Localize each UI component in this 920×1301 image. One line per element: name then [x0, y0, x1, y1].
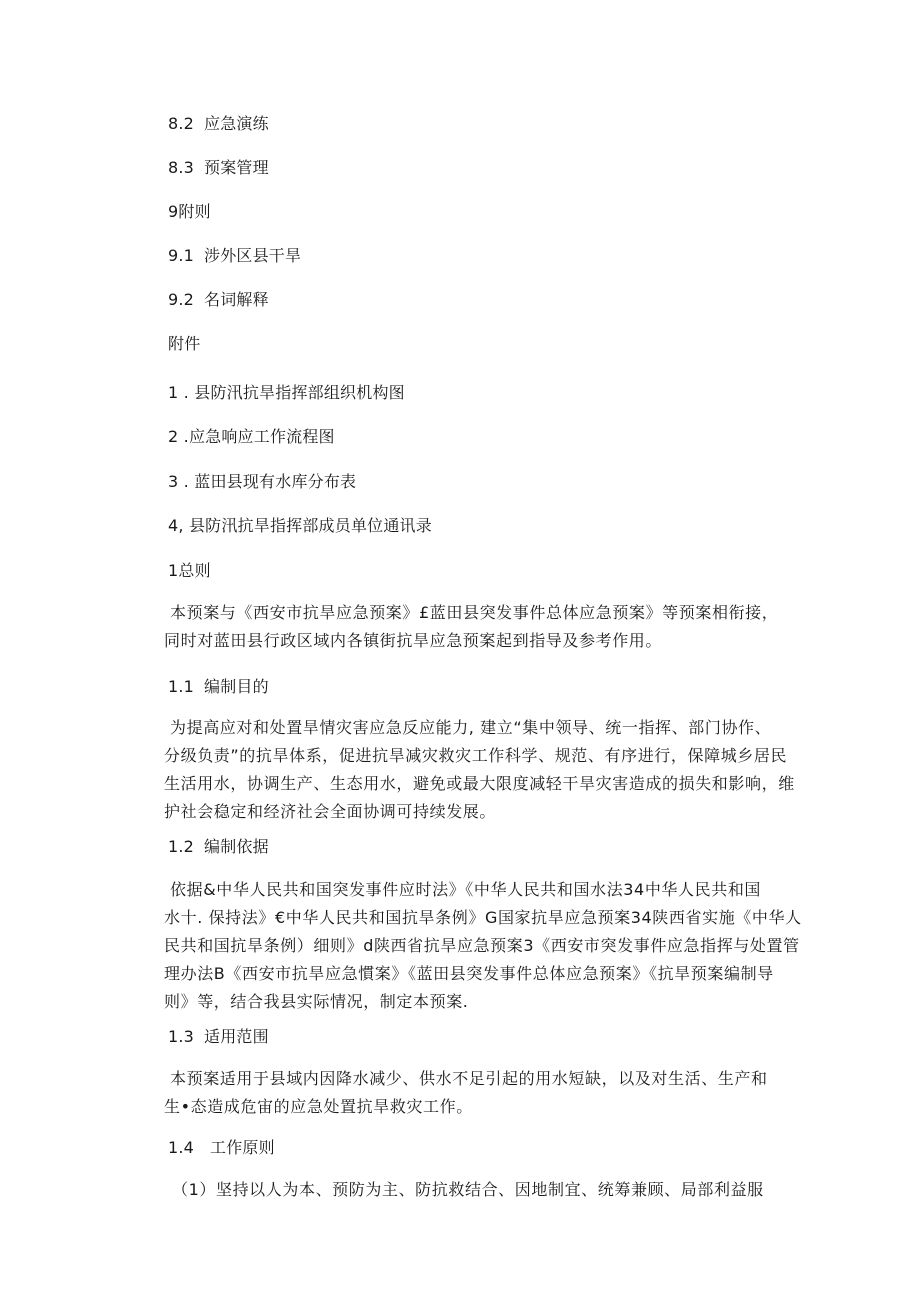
attachment-item: 4, 县防汛抗旱指挥部成员单位通讯录	[168, 516, 432, 535]
subsection-heading-1-3	[168, 1026, 269, 1048]
paragraph-line: 民共和国抗旱条例）细则》d陕西省抗旱应急预案3《西安市突发事件应急指挥与处置管	[164, 936, 800, 955]
paragraph-line: 生•态造成危宙的应急处置抗旱救灾工作。	[164, 1097, 473, 1116]
paragraph-line: 本预案适用于县域内因降水减少、供水不足引起的用水短缺，以及对生活、生产和	[170, 1069, 768, 1088]
toc-number: 8.3	[168, 158, 195, 177]
subsection-title: 工作原则	[210, 1138, 275, 1157]
attachment-item: 1 . 县防汛抗旱指挥部组织机构图	[168, 383, 405, 402]
paragraph-line: 则》等，结合我县实际情况，制定本预案.	[164, 992, 469, 1011]
toc-item-attachments	[168, 333, 200, 355]
subsection-number: 1.4	[168, 1138, 195, 1157]
toc-item-9-2	[168, 289, 269, 311]
toc-number: 9.1	[168, 246, 195, 265]
subsection-heading-1-2	[168, 836, 269, 858]
section-heading: 1总则	[168, 561, 211, 580]
paragraph-line: 同时对蓝田县行政区域内各镇街抗旱应急预案起到指导及参考作用。	[164, 631, 663, 650]
paragraph-line: 分级负责”的抗旱体系，促进抗旱减灾救灾工作科学、规范、有序进行，保障城乡居民	[164, 746, 788, 765]
subsection-title: 适用范围	[204, 1027, 269, 1046]
paragraph-line: 理办法B《西安市抗旱应急慣案》《蓝田县突发事件总体应急预案》《抗旱预案编制导	[164, 964, 774, 983]
paragraph-line: （1）坚持以人为本、预防为主、防抗救结合、因地制宜、统筹兼顾、局部利益服	[172, 1180, 764, 1199]
toc-title: 应急演练	[204, 114, 269, 133]
attachment-item: 2 .应急响应工作流程图	[168, 427, 335, 446]
subsection-title: 编制依据	[204, 837, 269, 856]
paragraph-line: 生活用水，协调生产、生态用水，避免或最大限度减轻干旱灾害造成的损失和影响，维	[164, 774, 795, 793]
subsection-number: 1.1	[168, 677, 195, 696]
subsection-heading-1-4	[168, 1137, 275, 1159]
subsection-number: 1.3	[168, 1027, 195, 1046]
toc-title: 9附则	[168, 202, 211, 221]
subsection-number: 1.2	[168, 837, 195, 856]
basis-paragraph	[164, 876, 802, 1016]
paragraph-line: 水十. 保持法》€中华人民共和国抗旱条例》G国家抗旱应急预案34陕西省实施《中华人	[164, 908, 802, 927]
subsection-heading-1-1	[168, 676, 269, 698]
toc-title: 名词解释	[204, 290, 269, 309]
toc-title: 附件	[168, 334, 201, 353]
toc-item-9	[168, 201, 211, 223]
purpose-paragraph	[164, 714, 795, 826]
toc-item-8-3	[168, 157, 269, 179]
toc-item-9-1	[168, 245, 301, 267]
paragraph-line: 依据&中华人民共和国突发事件应时法》《中华人民共和国水法34中华人民共和国	[170, 880, 762, 899]
scope-paragraph	[164, 1065, 788, 1121]
paragraph-line: 为提高应对和处置旱情灾害应急反应能力, 建立“集中领导、统一指挥、部门协作、	[170, 718, 772, 737]
subsection-title: 编制目的	[204, 677, 269, 696]
toc-number: 9.2	[168, 290, 195, 309]
toc-title: 涉外区县干旱	[204, 246, 302, 265]
attachment-item: 3 . 蓝田县现有水库分布表	[168, 472, 357, 491]
paragraph-line: 护社会稳定和经济社会全面协调可持续发展。	[164, 802, 497, 821]
paragraph-line: 本预案与《西安市抗旱应急预案》£蓝田县突发事件总体应急预案》等预案相衔接，	[170, 603, 779, 622]
toc-title: 预案管理	[204, 158, 269, 177]
principles-paragraph	[172, 1176, 792, 1204]
toc-item-8-2	[168, 113, 269, 135]
intro-paragraph	[164, 599, 788, 655]
toc-number: 8.2	[168, 114, 195, 133]
